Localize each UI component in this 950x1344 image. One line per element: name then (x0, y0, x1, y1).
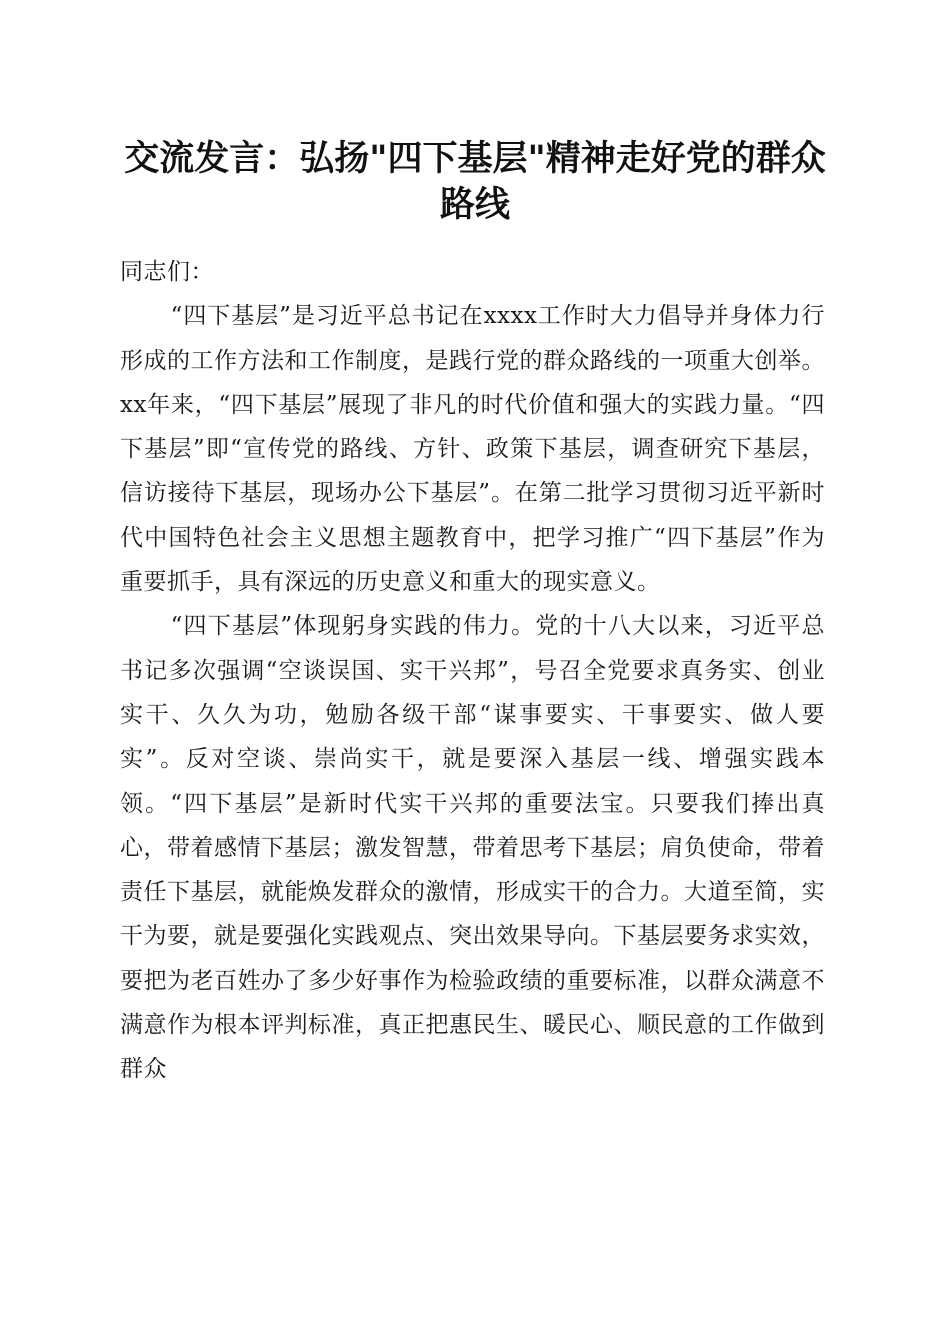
document-title: 交流发言：弘扬"四下基层"精神走好党的群众路线 (124, 138, 826, 225)
paragraph-1: “四下基层”是习近平总书记在xxxx工作时大力倡导并身体力行形成的工作方法和工作制度，是践行党的群众路线的一项重大创举。xx年来，“四下基层”展现了非凡的时代价值和强大的实践力量。“四下基层”即“宣传党的路线、方针、政策下基层，调查研究下基层，信访接待下基层，现场办公下基层”。在第二批学习贯彻习近平新时代中国特色社会主义思想主题教育中，把学习推广“四下基层”作为重要抓手，具有深远的历史意义和重大的现实意义。 (120, 303, 825, 596)
salutation: 同志们： (120, 259, 214, 285)
paragraph-2: “四下基层”体现躬身实践的伟力。党的十八大以来，习近平总书记多次强调“空谈误国、实干兴邦”，号召全党要求真务实、创业实干、久久为功，勉励各级干部“谋事要实、干事要实、做人要实”。反对空谈、崇尚实干，就是要深入基层一线、增强实践本领。“四下基层”是新时代实干兴邦的重要法宝。只要我们捧出真心，带着感情下基层；激发智慧，带着思考下基层；肩负使命，带着责任下基层，就能焕发群众的激情，形成实干的合力。大道至简，实干为要，就是要强化实践观点、突出效果导向。下基层要务求实效，要把为老百姓办了多少好事作为检验政绩的重要标准，以群众满意不满意作为根本评判标准，真正把惠民生、暖民心、顺民意的工作做到群众 (120, 613, 825, 1083)
document-body (120, 250, 825, 1092)
